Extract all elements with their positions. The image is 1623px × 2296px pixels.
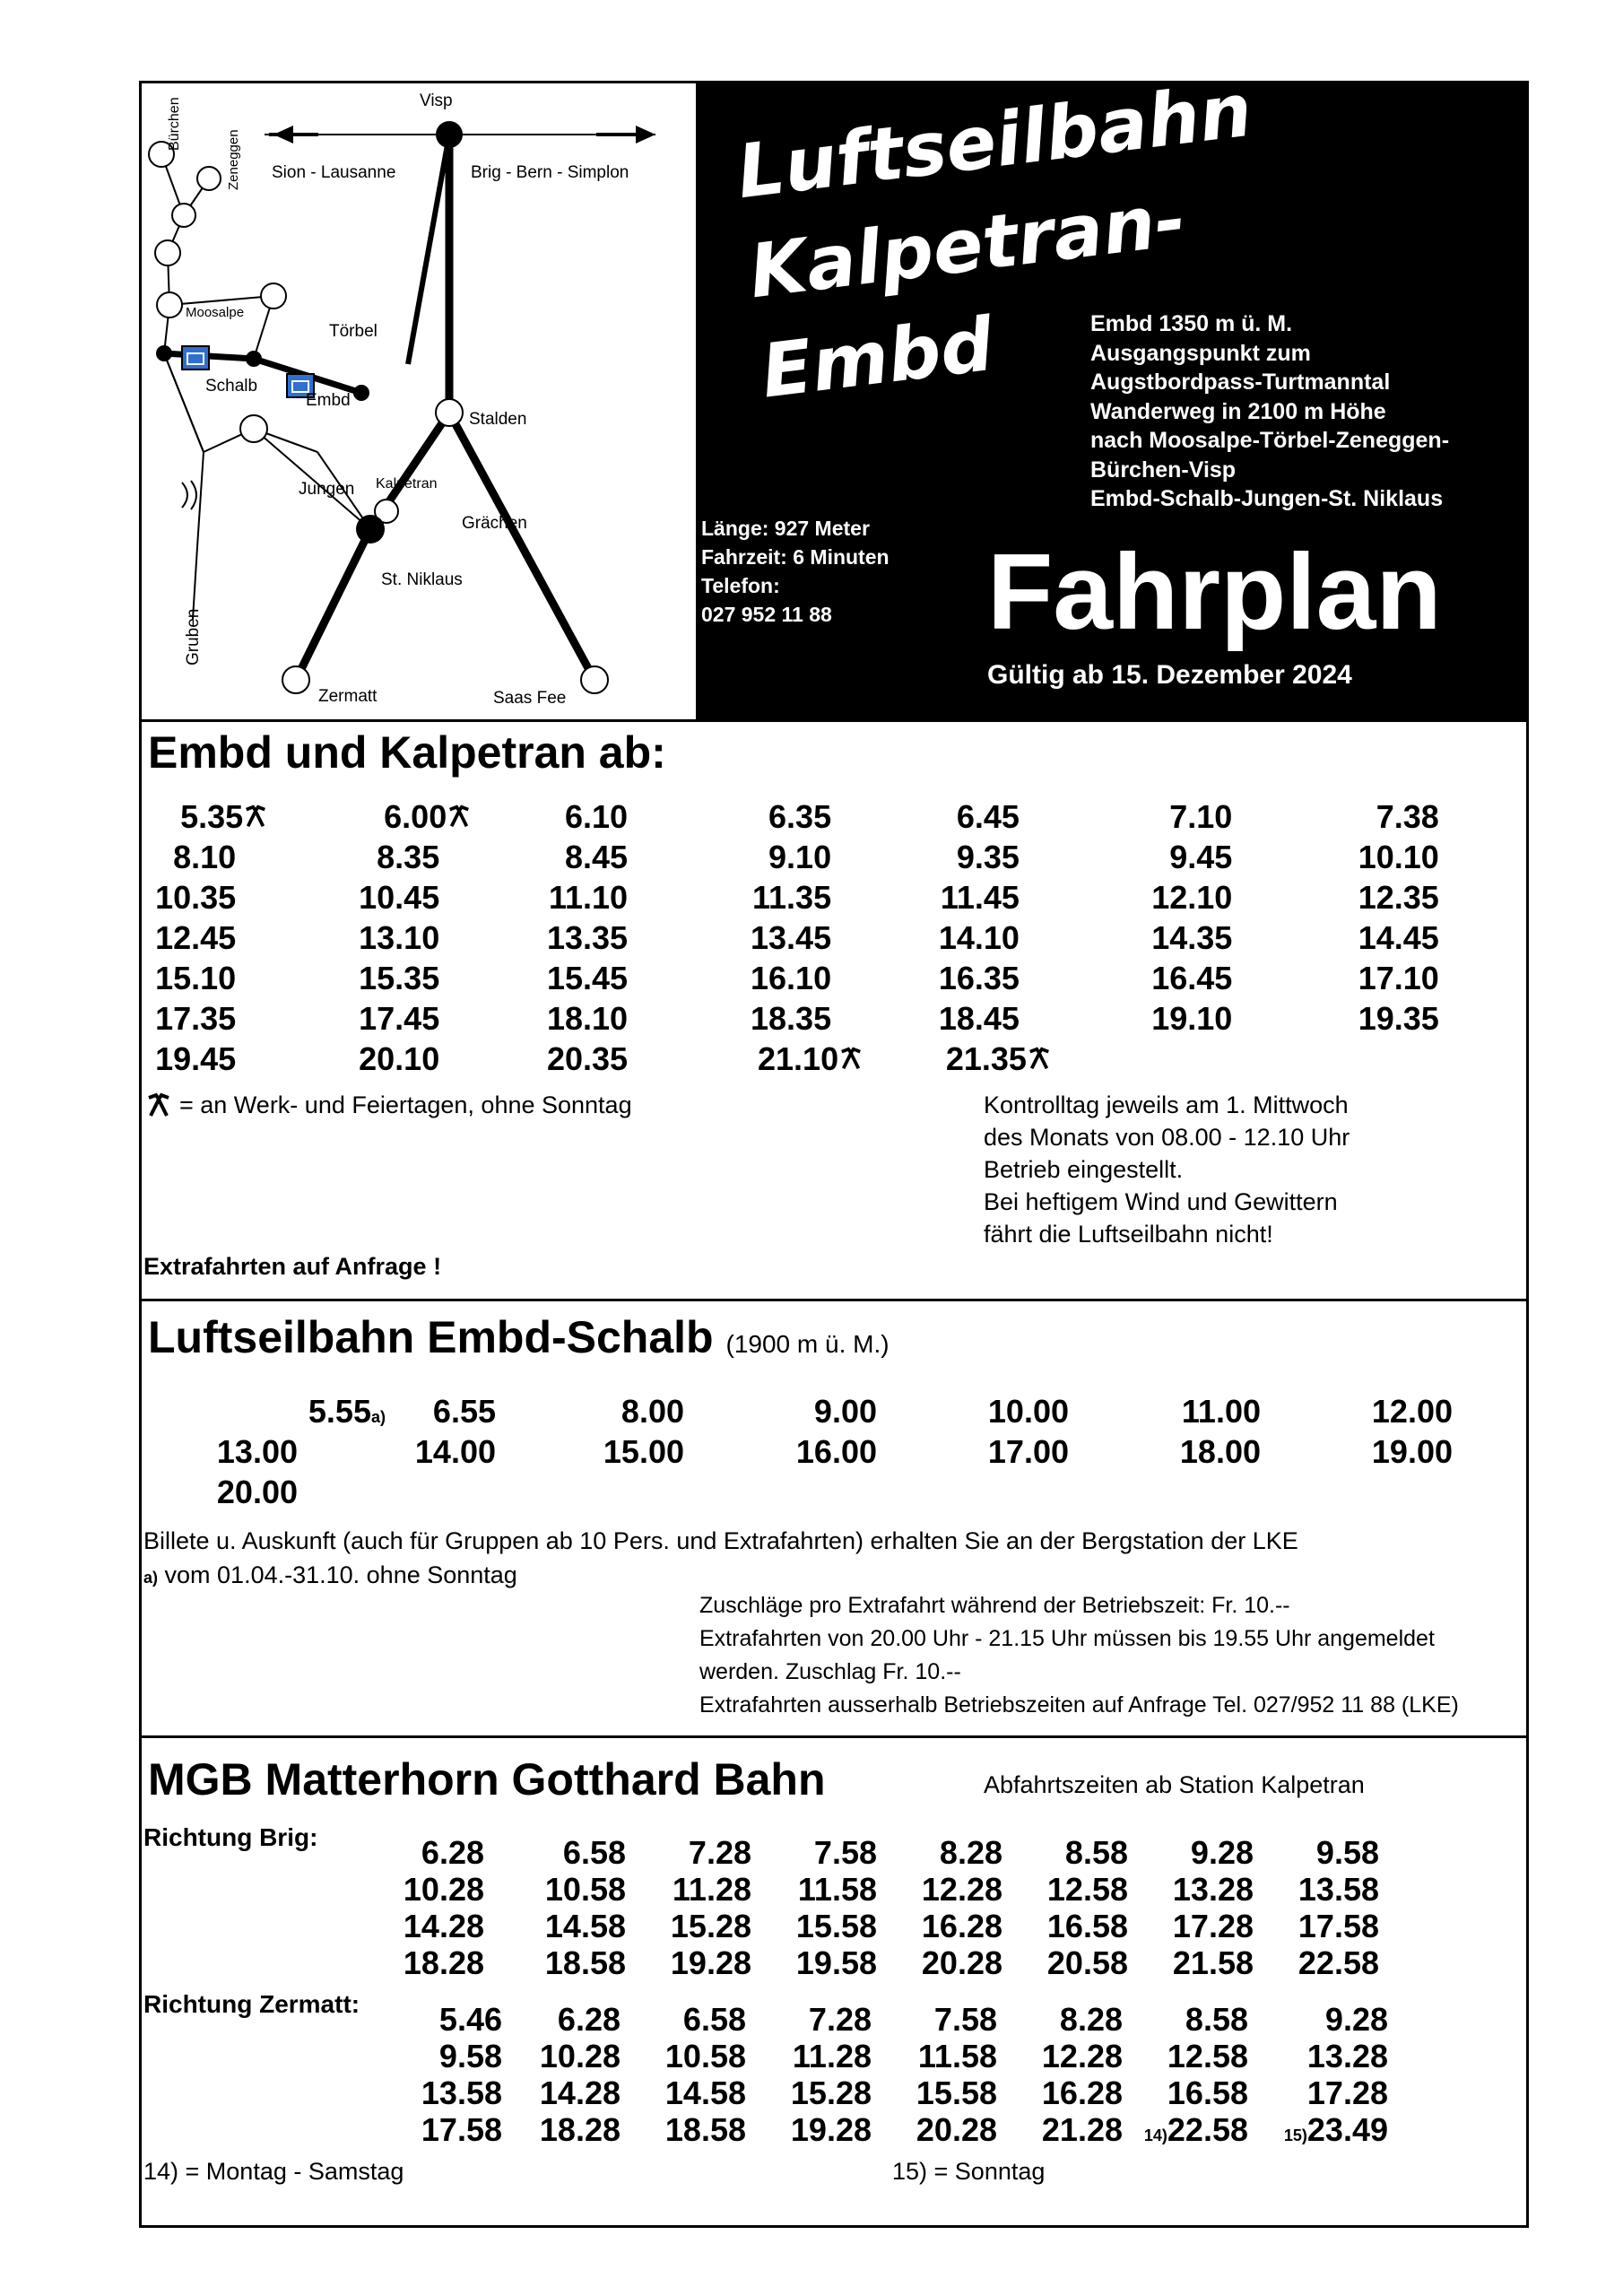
time-value: 15.28: [790, 2074, 872, 2111]
map-place-graechen: Grächen: [462, 514, 527, 533]
time-value: 9.28: [1190, 1834, 1254, 1871]
embd-kalpetran-timetable: [143, 798, 1488, 1081]
departure-time: [876, 960, 1020, 997]
time-value: 16.10: [751, 960, 832, 996]
departure-time: [92, 919, 236, 957]
time-value: 6.28: [421, 1834, 484, 1871]
departure-time: [296, 919, 439, 957]
departure-time: [296, 1040, 439, 1078]
departure-time: [1209, 2074, 1388, 2112]
departure-time: [876, 879, 1020, 917]
time-value: 6.58: [682, 2001, 746, 2038]
time-value: 12.10: [1151, 879, 1233, 916]
time-row: [143, 1871, 1488, 1908]
direction-label: Richtung Brig:: [143, 1823, 318, 1851]
time-value: 17.28: [1306, 2074, 1388, 2111]
map-label-west: Sion - Lausanne: [272, 163, 396, 182]
time-value: 10.10: [1358, 839, 1439, 875]
time-value: 11.10: [548, 879, 629, 916]
departure-time: [1200, 1834, 1379, 1872]
time-value: 9.45: [1169, 839, 1233, 875]
map-place-saas-fee: Saas Fee: [493, 689, 567, 708]
departure-time: [1200, 1944, 1379, 1982]
title-line: Luftseilbahn: [732, 67, 1257, 216]
note-line: Bei heftigem Wind und Gewittern: [984, 1188, 1338, 1215]
map-place-moosalpe: Moosalpe: [186, 305, 245, 320]
time-value: 8.28: [939, 1834, 1002, 1871]
extra-trips-note: Extrafahrten auf Anfrage !: [143, 1253, 442, 1280]
departure-time: [296, 960, 439, 997]
time-value: 10.45: [359, 879, 440, 916]
departure-time: [125, 798, 268, 836]
map-place-jungen: Jungen: [299, 480, 355, 499]
departure-time: [876, 919, 1020, 957]
time-row: [143, 879, 1488, 919]
mgb-timetable: [143, 1823, 1488, 2148]
time-value: 19.28: [670, 1944, 751, 1981]
info-line: Embd-Schalb-Jungen-St. Niklaus: [1090, 486, 1444, 511]
time-value: 21.35: [945, 1040, 1027, 1077]
time-value: 7.28: [688, 1834, 751, 1871]
footnote-marker: 14): [1143, 2126, 1167, 2144]
time-value: 16.28: [921, 1908, 1002, 1944]
departure-time: [1089, 798, 1232, 836]
time-value: 15.45: [546, 960, 629, 996]
section2-title: [148, 1311, 890, 1370]
departure-time: [484, 1040, 628, 1078]
extra-line: Zuschläge pro Extrafahrt während der Betriebszeit: Fr. 10.--: [699, 1593, 1290, 1618]
time-value: 5.55: [308, 1393, 371, 1430]
info-line: Wanderweg in 2100 m Höhe: [1090, 398, 1386, 424]
time-value: 18.35: [751, 1000, 832, 1037]
time-value: 11.58: [917, 2038, 997, 2074]
time-value: 6.58: [562, 1834, 626, 1871]
time-value: 19.28: [790, 2111, 872, 2148]
time-value: 13.35: [546, 919, 629, 956]
footnote-text: vom 01.04.-31.10. ohne Sonntag: [164, 1561, 517, 1588]
departure-time: [1296, 879, 1439, 917]
time-value: 18.58: [544, 1944, 626, 1981]
time-value: 10.28: [403, 1871, 484, 1908]
time-value: 23.49: [1306, 2111, 1388, 2148]
info-line: nach Moosalpe-Törbel-Zeneggen-: [1090, 428, 1450, 453]
time-value: 12.28: [1041, 2038, 1123, 2074]
departure-time: [92, 839, 236, 876]
departure-time: [296, 839, 439, 876]
time-row: [143, 2038, 1488, 2074]
departure-time: [716, 1393, 877, 1431]
map-place-schalb: Schalb: [205, 377, 258, 396]
time-value: 16.45: [1151, 960, 1233, 996]
time-value: 21.10: [758, 1040, 839, 1077]
spec-line: Telefon:: [701, 574, 780, 597]
map-place-zeneggen: Zeneggen: [226, 129, 241, 190]
hammer-icon: [145, 1092, 172, 1119]
departure-time: [484, 1000, 628, 1038]
time-value: 14.45: [1358, 919, 1439, 956]
time-value: 6.45: [956, 798, 1020, 835]
time-value: 8.35: [377, 839, 440, 875]
departure-time: [688, 960, 831, 997]
time-value: 8.28: [1059, 2001, 1123, 2038]
map-place-kalpetran: Kalpetran: [376, 476, 438, 491]
footnote-a: [143, 1559, 517, 1594]
departure-time: [907, 1433, 1069, 1471]
map-label-east: Brig - Bern - Simplon: [471, 163, 629, 182]
departure-time: [92, 1040, 236, 1078]
map-place-zermatt: Zermatt: [318, 687, 378, 706]
time-value: 19.10: [1151, 1000, 1233, 1037]
header-specs: [701, 514, 890, 629]
time-value: 14.10: [938, 919, 1020, 956]
departure-time: [688, 839, 831, 876]
spec-line: 027 952 11 88: [701, 603, 832, 626]
departure-time: [1089, 960, 1232, 997]
departure-time: [296, 1000, 439, 1038]
time-value: 18.10: [546, 1000, 629, 1037]
note-line: fährt die Luftseilbahn nicht!: [984, 1221, 1273, 1248]
section1-title: Embd und Kalpetran ab:: [148, 727, 666, 778]
time-value: 11.35: [752, 879, 832, 916]
hammer-icon: [838, 1047, 864, 1072]
note-line: des Monats von 08.00 - 12.10 Uhr: [984, 1124, 1350, 1151]
divider: [139, 1299, 1529, 1301]
time-value: 9.58: [1315, 1834, 1379, 1871]
time-value: 9.35: [956, 839, 1020, 875]
time-value: 11.00: [1181, 1393, 1261, 1430]
departure-time: [716, 1433, 877, 1471]
time-row: [143, 1944, 1488, 1981]
time-value: 7.10: [1169, 798, 1233, 835]
time-value: 10.28: [539, 2038, 621, 2074]
map-place-stalden: Stalden: [469, 410, 527, 429]
hammer-icon: [1027, 1047, 1052, 1072]
time-value: 20.10: [359, 1040, 440, 1077]
footnote-15: 15) = Sonntag: [892, 2158, 1046, 2185]
time-value: 12.45: [155, 919, 237, 956]
time-value: 6.55: [432, 1393, 496, 1430]
time-value: 9.28: [1324, 2001, 1388, 2038]
time-value: 12.58: [1046, 1871, 1128, 1908]
departure-time: [523, 1393, 684, 1431]
time-value: 22.58: [1167, 2111, 1248, 2148]
section2-altitude: (1900 m ü. M.): [725, 1330, 890, 1358]
time-value: 11.45: [940, 879, 1020, 916]
departure-time: [136, 1474, 298, 1511]
time-row: [143, 2111, 1488, 2148]
map-place-st-niklaus: St. Niklaus: [381, 570, 463, 589]
note-block: [984, 1089, 1350, 1250]
time-value: 16.58: [1046, 1908, 1128, 1944]
time-value: 17.58: [1298, 1908, 1379, 1944]
time-value: 12.35: [1358, 879, 1439, 916]
departure-time: [908, 1040, 1052, 1078]
departure-time: [876, 798, 1020, 836]
ticket-info: Billete u. Auskunft (auch für Gruppen ab 10 Pers. und Extrafahrten) erhalten Sie an der Bergstation der LKE: [143, 1527, 1298, 1554]
divider: [139, 719, 1529, 722]
time-row: [143, 1990, 1488, 2038]
time-value: 18.28: [403, 1944, 484, 1981]
divider: [139, 1735, 1529, 1738]
map-label-visp: Visp: [420, 91, 453, 110]
info-line: Augstbordpass-Turtmanntal: [1090, 370, 1391, 395]
time-value: 10.58: [544, 1871, 626, 1908]
time-value: 8.58: [1185, 2001, 1248, 2038]
time-value: 13.58: [1298, 1871, 1379, 1908]
time-value: 9.58: [438, 2038, 502, 2074]
legend-text: = an Werk- und Feiertagen, ohne Sonntag: [179, 1091, 632, 1118]
title-line: Kalpetran-: [744, 177, 1191, 316]
departure-time: [1089, 919, 1232, 957]
section3-subtitle: Abfahrtszeiten ab Station Kalpetran: [984, 1771, 1365, 1798]
departure-time: [334, 1433, 496, 1471]
footnote-marker: a): [370, 1408, 386, 1426]
time-value: 14.58: [544, 1908, 626, 1944]
departure-time: [1296, 919, 1439, 957]
valid-from: Gültig ab 15. Dezember 2024: [987, 660, 1352, 690]
time-value: 16.58: [1167, 2074, 1248, 2111]
time-value: 16.28: [1041, 2074, 1123, 2111]
info-line: Bürchen-Visp: [1090, 457, 1237, 483]
header-box: [696, 67, 1529, 721]
footnote-tag: a): [143, 1569, 159, 1587]
extra-line: Extrafahrten ausserhalb Betriebszeiten auf Anfrage Tel. 027/952 11 88 (LKE): [699, 1692, 1459, 1718]
time-value: 20.35: [546, 1040, 629, 1077]
departure-time: [136, 1433, 298, 1471]
time-value: 13.58: [421, 2074, 502, 2111]
spec-line: Länge: 927 Meter: [701, 517, 870, 540]
departure-time: [1296, 1000, 1439, 1038]
info-line: Ausgangspunkt zum: [1090, 340, 1311, 366]
time-value: 8.00: [621, 1393, 684, 1430]
departure-time: [484, 919, 628, 957]
time-value: 17.35: [155, 1000, 237, 1037]
time-value: 19.00: [1371, 1433, 1453, 1470]
time-value: 11.28: [672, 1871, 751, 1908]
time-value: 15.58: [916, 2074, 997, 2111]
time-value: 6.35: [768, 798, 832, 835]
departure-time: [92, 879, 236, 917]
time-value: 18.28: [539, 2111, 621, 2148]
departure-time: [688, 1000, 831, 1038]
embd-schalb-timetable: [143, 1393, 1488, 1514]
time-value: 20.00: [216, 1474, 298, 1510]
time-value: 8.45: [565, 839, 629, 875]
departure-time: [1209, 2111, 1388, 2149]
departure-time: [328, 798, 472, 836]
time-value: 5.35: [180, 798, 244, 835]
time-value: 13.00: [216, 1433, 298, 1470]
departure-time: [1099, 1393, 1261, 1431]
departure-time: [484, 960, 628, 997]
departure-time: [907, 1393, 1069, 1431]
departure-time: [1099, 1433, 1261, 1471]
note-line: Kontrolltag jeweils am 1. Mittwoch: [984, 1091, 1349, 1118]
time-value: 20.28: [916, 2111, 997, 2148]
time-value: 15.10: [155, 960, 237, 996]
time-value: 14.28: [539, 2074, 621, 2111]
departure-time: [720, 1040, 864, 1078]
extra-trips-info: [699, 1589, 1459, 1722]
time-value: 14.00: [414, 1433, 496, 1470]
time-value: 21.58: [1172, 1944, 1254, 1981]
time-value: 5.46: [438, 2001, 502, 2038]
time-value: 19.35: [1358, 1000, 1439, 1037]
time-value: 6.10: [565, 798, 629, 835]
departure-time: [92, 960, 236, 997]
departure-time: [1291, 1433, 1453, 1471]
departure-time: [92, 1000, 236, 1038]
time-row: [143, 1908, 1488, 1944]
time-value: 7.58: [813, 1834, 877, 1871]
time-value: 13.45: [751, 919, 832, 956]
section2-title-text: Luftseilbahn Embd-Schalb: [148, 1312, 714, 1362]
time-value: 15.58: [795, 1908, 877, 1944]
departure-time: [1089, 879, 1232, 917]
time-value: 13.28: [1172, 1871, 1254, 1908]
departure-time: [484, 879, 628, 917]
time-value: 15.28: [670, 1908, 751, 1944]
departure-time: [1291, 1393, 1453, 1431]
time-row: [143, 1040, 1488, 1081]
hammer-icon: [243, 804, 268, 830]
time-value: 12.28: [921, 1871, 1002, 1908]
time-value: 10.00: [987, 1393, 1069, 1430]
departure-time: [1296, 798, 1439, 836]
time-value: 11.28: [792, 2038, 872, 2074]
time-value: 8.58: [1064, 1834, 1128, 1871]
time-value: 18.45: [938, 1000, 1020, 1037]
departure-time: [1200, 1871, 1379, 1909]
time-value: 17.58: [421, 2111, 502, 2148]
time-value: 15.35: [359, 960, 440, 996]
time-value: 11.58: [797, 1871, 877, 1908]
time-value: 19.45: [155, 1040, 237, 1077]
time-value: 10.58: [664, 2038, 746, 2074]
time-row: [143, 1474, 1488, 1514]
footnote-14: 14) = Montag - Samstag: [143, 2158, 404, 2185]
time-value: 6.28: [557, 2001, 621, 2038]
extra-line: werden. Zuschlag Fr. 10.--: [699, 1659, 961, 1684]
departure-time: [876, 1000, 1020, 1038]
departure-time: [688, 879, 831, 917]
time-value: 22.58: [1298, 1944, 1379, 1981]
time-value: 9.00: [813, 1393, 877, 1430]
time-row: [143, 1823, 1488, 1871]
info-line: Embd 1350 m ü. M.: [1090, 311, 1293, 336]
time-value: 8.10: [173, 839, 237, 875]
time-row: [143, 960, 1488, 1000]
time-row: [143, 839, 1488, 879]
hammer-icon: [447, 804, 472, 830]
departure-time: [523, 1433, 684, 1471]
time-value: 12.58: [1167, 2038, 1248, 2074]
time-value: 21.28: [1041, 2111, 1123, 2148]
time-value: 15.00: [603, 1433, 684, 1470]
time-row: [143, 1433, 1488, 1474]
extra-line: Extrafahrten von 20.00 Uhr - 21.15 Uhr müssen bis 19.55 Uhr angemeldet: [699, 1626, 1435, 1651]
map-place-gruben: Gruben: [184, 608, 203, 665]
time-value: 7.58: [933, 2001, 997, 2038]
time-value: 12.00: [1371, 1393, 1453, 1430]
departure-time: [296, 879, 439, 917]
time-value: 14.35: [1151, 919, 1233, 956]
time-value: 16.00: [795, 1433, 877, 1470]
title-line: Embd: [757, 301, 998, 415]
time-value: 20.28: [921, 1944, 1002, 1981]
time-value: 6.00: [384, 798, 447, 835]
time-value: 13.28: [1306, 2038, 1388, 2074]
time-value: 14.28: [403, 1908, 484, 1944]
time-value: 7.28: [808, 2001, 872, 2038]
note-line: Betrieb eingestellt.: [984, 1156, 1184, 1183]
departure-time: [1200, 1908, 1379, 1945]
departure-time: [876, 839, 1020, 876]
time-row: [143, 2074, 1488, 2111]
time-value: 19.58: [795, 1944, 877, 1981]
time-value: 16.35: [938, 960, 1020, 996]
map-place-buerchen: Bürchen: [167, 97, 182, 151]
time-value: 20.58: [1046, 1944, 1128, 1981]
time-row: [143, 1393, 1488, 1433]
time-value: 9.10: [768, 839, 832, 875]
map-place-embd: Embd: [306, 391, 351, 410]
header-info: [1090, 309, 1512, 514]
departure-time: [1209, 2038, 1388, 2075]
time-value: 18.58: [664, 2111, 746, 2148]
spec-line: Fahrzeit: 6 Minuten: [701, 545, 890, 569]
time-row: [143, 919, 1488, 960]
time-value: 18.00: [1179, 1433, 1261, 1470]
time-row: [143, 1000, 1488, 1040]
time-value: 17.28: [1172, 1908, 1254, 1944]
direction-label: Richtung Zermatt:: [143, 1990, 360, 2018]
departure-time: [484, 839, 628, 876]
fahrplan-heading: Fahrplan: [987, 532, 1442, 652]
departure-time: [688, 798, 831, 836]
departure-time: [484, 798, 628, 836]
departure-time: [1296, 839, 1439, 876]
footnote-marker: 15): [1283, 2126, 1307, 2144]
departure-time: [688, 919, 831, 957]
section3-title: MGB Matterhorn Gotthard Bahn: [148, 1754, 826, 1805]
time-value: 17.10: [1358, 960, 1439, 996]
map-place-toerbel: Törbel: [329, 322, 378, 341]
departure-time: [1089, 839, 1232, 876]
time-value: 13.10: [359, 919, 440, 956]
time-value: 14.58: [664, 2074, 746, 2111]
departure-time: [1089, 1000, 1232, 1038]
departure-time: [1296, 960, 1439, 997]
route-map: [139, 81, 696, 721]
time-value: 17.45: [359, 1000, 440, 1037]
departure-time: [1209, 2001, 1388, 2039]
time-value: 10.35: [155, 879, 237, 916]
time-value: 17.00: [987, 1433, 1069, 1470]
time-row: [143, 798, 1488, 839]
time-value: 7.38: [1376, 798, 1439, 835]
departure-time: [334, 1393, 496, 1431]
